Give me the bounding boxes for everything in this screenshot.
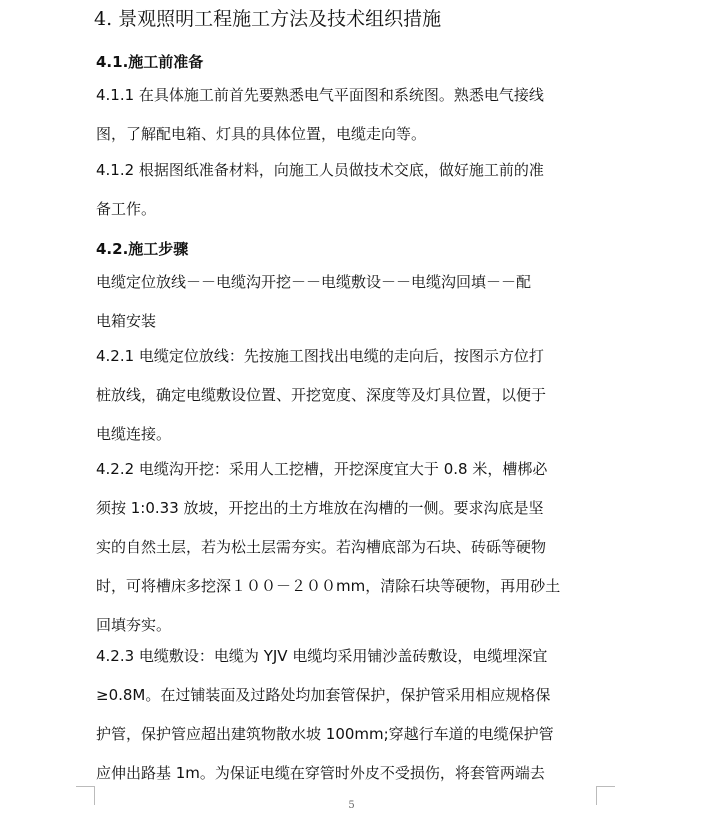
text-line: 须按 1:0.33 放坡，开挖出的土方堆放在沟槽的一侧。要求沟底是坚 [96, 499, 544, 517]
text-line: 图，了解配电箱、灯具的具体位置，电缆走向等。 [96, 125, 427, 143]
text-line: 备工作。 [96, 200, 157, 218]
text-line: 应伸出路基 1m。为保证电缆在穿管时外皮不受损伤，将套管两端去 [96, 764, 545, 782]
text-line: 电缆连接。 [96, 425, 172, 443]
text-line: 回填夯实。 [96, 616, 172, 634]
paragraph-steps-flow [96, 263, 601, 341]
text-line: 电箱安装 [96, 312, 157, 330]
text-line: 电缆定位放线－－电缆沟开挖－－电缆敷设－－电缆沟回填－－配 [96, 273, 532, 291]
text-line: 4.1.1 在具体施工前首先要熟悉电气平面图和系统图。熟悉电气接线 [96, 86, 544, 104]
text-line: 4.1.2 根据图纸准备材料，向施工人员做技术交底，做好施工前的准 [96, 161, 544, 179]
paragraph-4-2-1 [96, 337, 601, 454]
paragraph-4-2-3 [96, 637, 601, 793]
subsection-title-steps: 4.2.施工步骤 [96, 240, 189, 258]
text-line: 4.2.3 电缆敷设：电缆为 YJV 电缆均采用铺沙盖砖敷设，电缆埋深宜 [96, 647, 548, 665]
text-line: 4.2.1 电缆定位放线：先按施工图找出电缆的走向后，按图示方位打 [96, 347, 544, 365]
subsection-title-preparation: 4.1.施工前准备 [96, 53, 204, 71]
section-title: 4. 景观照明工程施工方法及技术组织措施 [94, 8, 442, 30]
text-line: 时，可将槽床多挖深１００－２００mm，清除石块等硬物，再用砂土 [96, 577, 561, 595]
text-line: 4.2.2 电缆沟开挖：采用人工挖槽，开挖深度宜大于 0.8 米，槽梆必 [96, 460, 548, 478]
paragraph-4-1-1 [96, 76, 601, 154]
text-line: 桩放线，确定电缆敷设位置、开挖宽度、深度等及灯具位置，以便于 [96, 386, 547, 404]
text-line: ≥0.8M。在过铺装面及过路处均加套管保护，保护管采用相应规格保 [96, 686, 551, 704]
paragraph-4-2-2 [96, 450, 601, 645]
paragraph-4-1-2 [96, 151, 601, 229]
page-number: 5 [348, 800, 355, 811]
text-line: 实的自然土层，若为松土层需夯实。若沟槽底部为石块、砖砾等硬物 [96, 538, 547, 556]
text-line: 护管，保护管应超出建筑物散水坡 100mm;穿越行车道的电缆保护管 [96, 725, 554, 743]
